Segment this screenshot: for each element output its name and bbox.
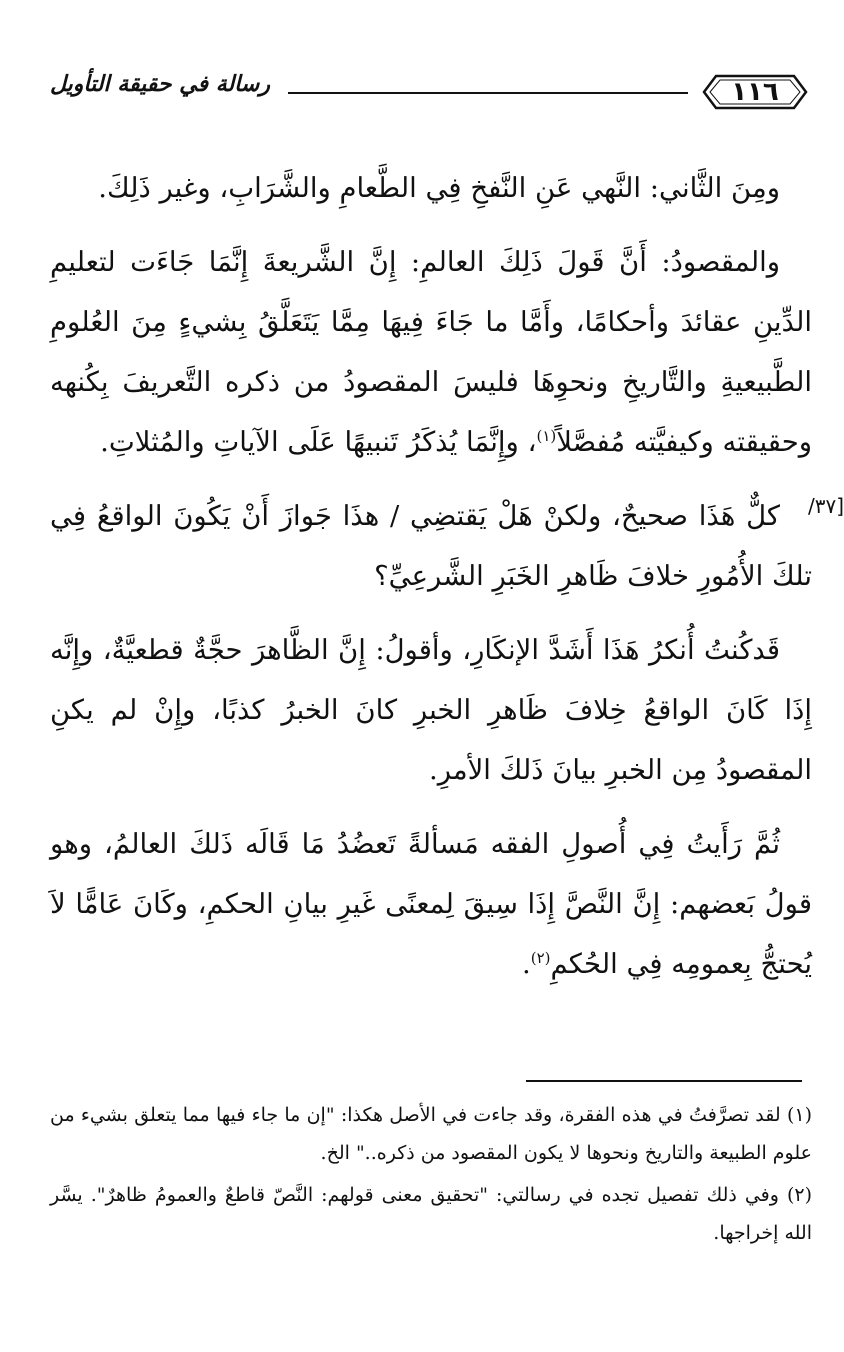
page-number-ornament <box>700 70 810 114</box>
paragraph <box>50 232 812 472</box>
paragraph <box>50 620 812 800</box>
footnote-mark[interactable]: (١) <box>536 426 557 445</box>
margin-reference: [٣٧/ <box>808 494 844 518</box>
running-title: رسالة في حقيقة التأويل <box>50 72 270 97</box>
footnotes <box>50 1096 812 1256</box>
paragraph-text: كلٌّ هَذَا صحيحٌ، ولكنْ هَلْ يَقتضِي / هذَا جَوازَ أَنْ يَكُونَ الواقعُ فِي تلكَ الأُمُورِ خلافَ ظَاهرِ الخَبَرِ الشَّرعِيِّ؟ <box>50 500 812 592</box>
paragraph <box>50 158 812 218</box>
footnote-mark[interactable]: (٢) <box>530 948 551 967</box>
paragraph <box>50 486 812 606</box>
page-header <box>50 62 810 142</box>
footnote-separator <box>526 1080 802 1082</box>
body-text <box>50 158 812 994</box>
paragraph <box>50 814 812 994</box>
header-rule <box>288 92 688 94</box>
paragraph-text-tail: . <box>521 948 531 980</box>
paragraph-text: قَدكُنتُ أُنكرُ هَذَا أَشَدَّ الإنكَارِ، وأقولُ: إِنَّ الظَّاهرَ حجَّةٌ قطعيَّةٌ، وإِنَّه إِذَا كَانَ الواقعُ خِلافَ ظَاهرِ الخبرِ كانَ الخبرُ كذبًا، وإِنْ لم يكنِ المقصودُ مِن الخبرِ بيانَ ذَلكَ الأمرِ. <box>50 634 812 786</box>
footnote: (٢) وفي ذلك تفصيل تجده في رسالتي: "تحقيق معنى قولهم: النَّصّ قاطعٌ والعمومُ ظاهرٌ". يسَّر الله إخراجها. <box>50 1184 812 1244</box>
page-number: ١١٦ <box>731 77 779 107</box>
paragraph-text: والمقصودُ: أَنَّ قَولَ ذَلِكَ العالمِ: إِنَّ الشَّريعةَ إِنَّمَا جَاءَت لتعليمِ الدِّينِ عقائدَ وأحكامًا، وأَمَّا ما جَاءَ فِيهَا مِمَّا يَتَعَلَّقُ بِشيءٍ مِنَ العُلومِ الطَّبيعيةِ والتَّاريخِ ونحوِهَا فليسَ المقصودُ من ذكره التَّعريفَ بِكُنهه وحقيقته وكيفيَّته مُفصَّلاً <box>50 246 812 458</box>
paragraph-text-tail: ، وإِنَّمَا يُذكَرُ تَنبيهًا عَلَى الآياتِ والمُثلاتِ. <box>100 426 537 458</box>
footnote: (١) لقد تصرَّفتُ في هذه الفقرة، وقد جاءت في الأصل هكذا: "إن ما جاء فيها مما يتعلق بشيء من علوم الطبيعة والتاريخ ونحوها لا يكون المقصود من ذكره.." الخ. <box>50 1104 812 1164</box>
paragraph-text: ثُمَّ رَأَيتُ فِي أُصولِ الفقه مَسألةً تَعضُدُ مَا قَالَه ذَلكَ العالمُ، وهو قولُ بَعضهم: إِنَّ النَّصَّ إِذَا سِيقَ لِمعنًى غَيرِ بيانِ الحكمِ، وكَانَ عَامًّا لاَ يُحتجُّ بِعمومِه فِي الحُكمِ <box>50 828 812 980</box>
paragraph-text: ومِنَ الثَّاني: النَّهي عَنِ النَّفخِ فِي الطَّعامِ والشَّرَابِ، وغير ذَلِكَ. <box>98 172 780 204</box>
